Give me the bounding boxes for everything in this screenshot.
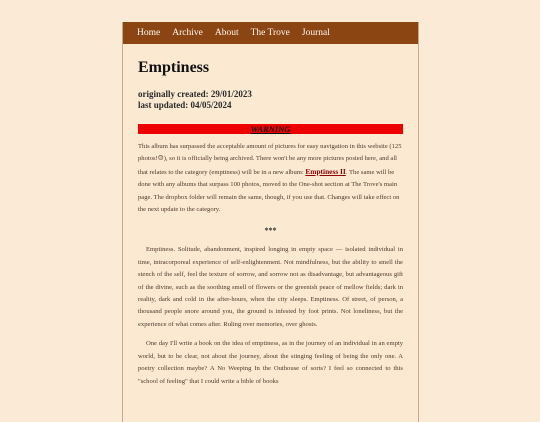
warning-banner: WARNING	[138, 124, 403, 134]
page-title: Emptiness	[138, 59, 210, 76]
main-content	[123, 59, 418, 388]
notice-text-2: . The same will be done with any albums that surpass 100 photos, moved to the One-shot section at The Trove's main page. The dropbox folder will remain the same, though, if you use that. Changes will take effect on the next update to the category.	[138, 168, 400, 214]
essay-paragraph-2: One day I'll write a book on the idea of emptiness, as in the journey of an individual in an empty world, but to be clear, not about the journey, about the stinging feeling of being the only one. A poetry collection maybe? A No Weeping In the Outhouse of sorts? I feel so connected to this "school of feeling" that I could write a bible of books	[138, 340, 403, 385]
nav-about-link[interactable]: About	[214, 28, 239, 38]
updated-date: last updated: 04/05/2024	[138, 100, 232, 110]
nav-journal-link[interactable]: Journal	[301, 28, 330, 38]
emptiness-ii-link[interactable]: Emptiness II	[305, 166, 346, 176]
section-separator: ***	[264, 226, 277, 236]
nav-home-link[interactable]: Home	[137, 28, 161, 38]
top-nav	[123, 22, 418, 44]
archive-notice	[138, 141, 403, 216]
notice-text-1: This album has surpassed the acceptable amount of pictures for easy navigation in this website (125 photos!☹), so it is officially being archived. There won't be any more pictures posted here, and all that relates to the category (emptiness) will be in a new album:	[138, 143, 402, 176]
created-date: originally created: 29/01/2023	[138, 89, 252, 99]
nav-trove-link[interactable]: The Trove	[250, 28, 290, 38]
page-container	[122, 22, 419, 422]
essay-paragraph-1: Emptiness. Solitude, abandonment, inspired longing in empty space — isolated individual in time, intracorporeal experience of self-enlightenment. Not mindfulness, but the ability to smell the stench of the self, feel the texture of sorrow, and sorrow not as disadvantage, but advantageous gift of the divine, such as the soothing smell of flowers or the greenish peace of mellow fields; dark in reality, dark and cold in the after-hours, when the city sleeps. Emptiness. Of street, of person, a thousand people snore around you, the ground is infested by foot prints. Not loneliness, but the experience of what comes after. Ruling over memories, over ghosts.	[138, 246, 403, 328]
nav-archive-link[interactable]: Archive	[172, 28, 203, 38]
dates-block	[138, 89, 403, 111]
